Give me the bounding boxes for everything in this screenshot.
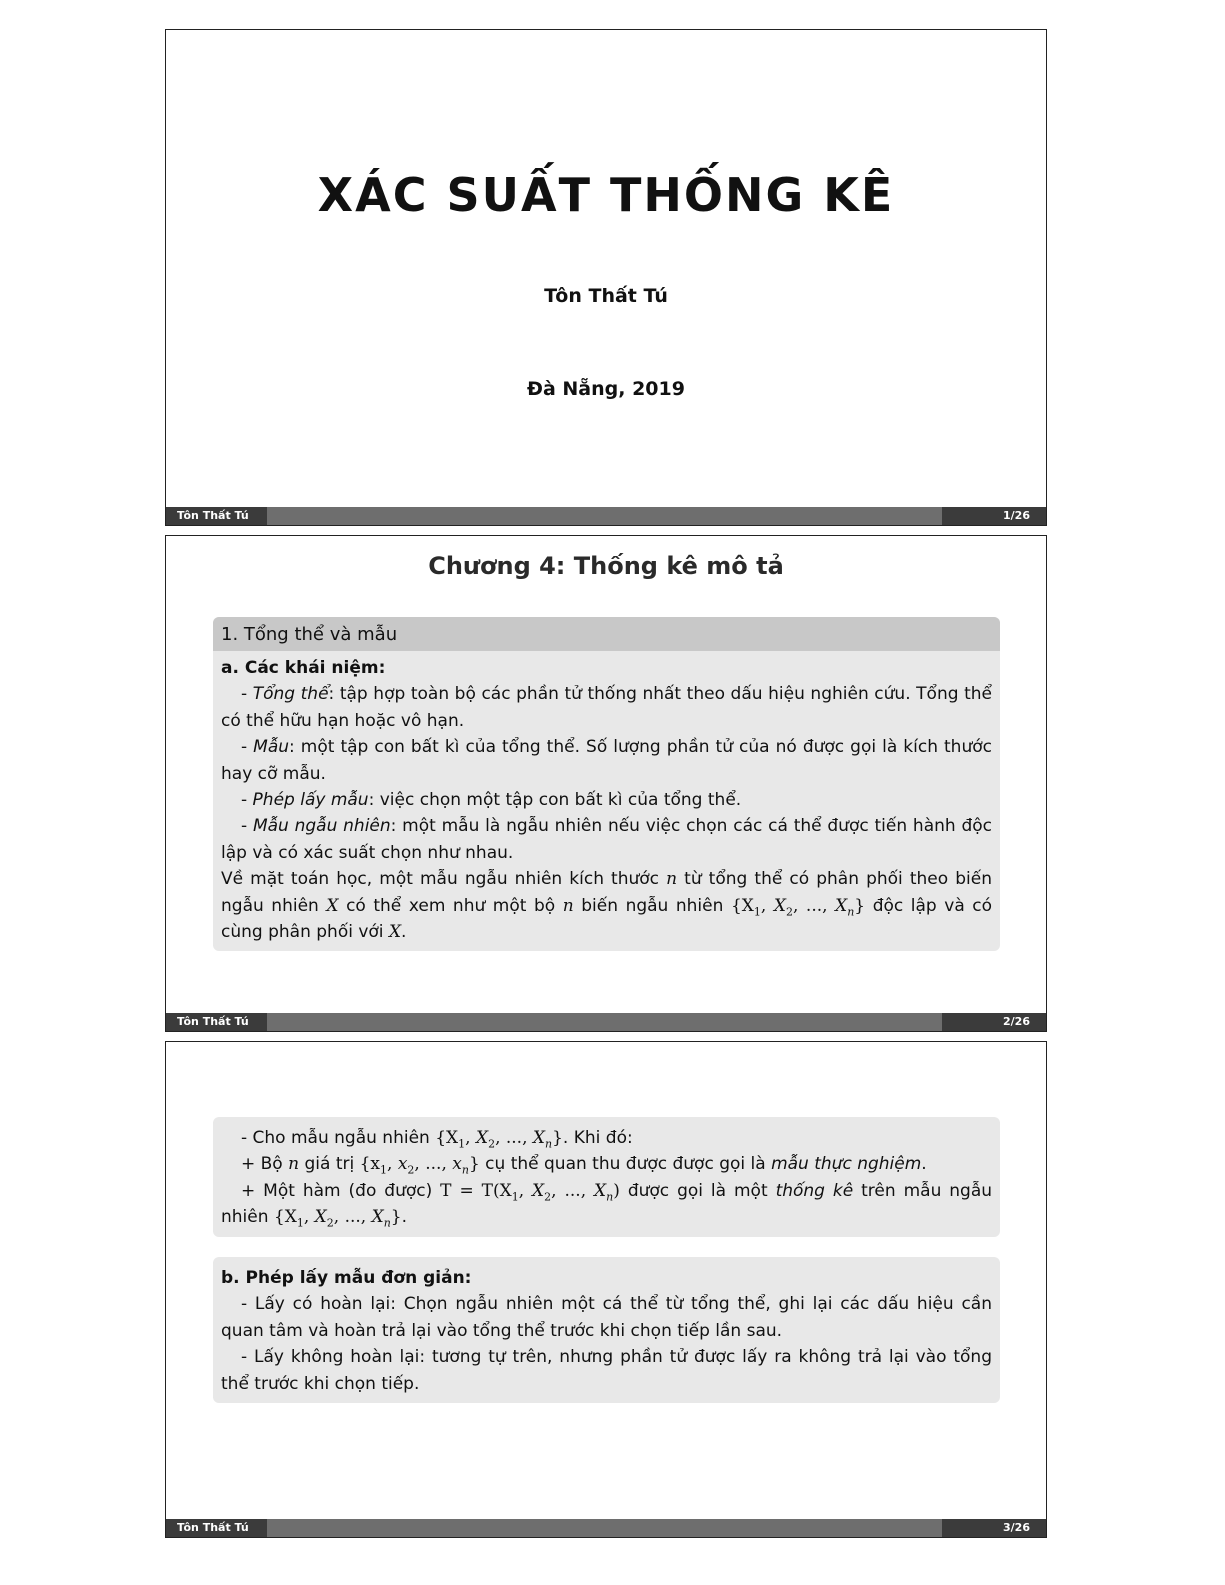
paragraph-math: Về mặt toán học, một mẫu ngẫu nhiên kích thước n từ tổng thể có phân phối theo biến ngẫu nhiên X có thể xem như một bộ n biến ngẫu nhiên {$X_1$, $X_2$, ..., $X_n$} độc lập và có cùng phân phối với X. [221,869,993,943]
block-subtitle: b. Phép lấy mẫu đơn giản: [221,1268,472,1288]
slide-author: Tôn Thất Tú [544,285,668,307]
paragraph-sample: - Mẫu: một tập con bất kì của tổng thể. Số lượng phần tử của nó được gọi là kích thước hay cỡ mẫu. [221,737,992,784]
line-random-sample: - Cho mẫu ngẫu nhiên {$X_1$, $X_2$, ..., $X_n$}. Khi đó: [241,1128,633,1151]
slide-1 [165,29,1047,526]
paragraph-random-sample: - Mẫu ngẫu nhiên: một mẫu là ngẫu nhiên nếu việc chọn các cá thể được tiến hành độc lập và có xác suất chọn như nhau. [221,816,992,863]
footer-page-number: 2/26 [942,1013,1046,1031]
line-observed-sample: + Bộ n giá trị {$x_1$, $x_2$, ..., $x_n$} cụ thể quan thu được được gọi là mẫu thực nghiệm. [241,1154,927,1177]
paragraph-with-replacement: - Lấy có hoàn lại: Chọn ngẫu nhiên một cá thể từ tổng thể, ghi lại các dấu hiệu cần quan tâm và hoàn trả lại vào tổng thể trước khi chọn tiếp lần sau. [221,1294,992,1341]
footer-bar [267,1013,942,1031]
block-title: 1. Tổng thể và mẫu [213,617,1000,651]
math-formula: $T = T(X_1$, $X_2$, ..., $X_n$) [440,1180,620,1204]
math-set: {$X_1$, $X_2$, ..., $X_n$} [273,1207,402,1230]
math-set: {$X_1$, $X_2$, ..., $X_n$} [435,1128,563,1151]
slide-footer [166,1013,1046,1031]
footer-bar [267,507,942,525]
term: Mẫu [253,737,290,758]
term: Tổng thể [252,684,329,705]
definition-block [213,617,1000,951]
term: mẫu thực nghiệm [771,1154,922,1175]
paragraph-sampling: - Phép lấy mẫu: việc chọn một tập con bất kì của tổng thể. [241,790,742,811]
slide-3 [165,1041,1047,1538]
math-set: {$x_1$, $x_2$, ..., $x_n$} [359,1154,480,1177]
block-body [213,1117,1000,1237]
sample-statistic-block [213,1117,1000,1237]
term: Mẫu ngẫu nhiên [252,816,391,837]
simple-sampling-block [213,1257,1000,1403]
footer-author: Tôn Thất Tú [166,1013,267,1031]
slide-2 [165,535,1047,1032]
footer-author: Tôn Thất Tú [166,1519,267,1537]
footer-bar [267,1519,942,1537]
block-body [213,651,1000,951]
slide-place-year: Đà Nẵng, 2019 [527,378,685,400]
paragraph-without-replacement: - Lấy không hoàn lại: tương tự trên, nhưng phần tử được lấy ra không trả lại vào tổng thể trước khi chọn tiếp. [221,1347,992,1394]
footer-author: Tôn Thất Tú [166,507,267,525]
line-statistic: + Một hàm (đo được) $T = T(X_1$, $X_2$, ..., $X_n$) được gọi là một thống kê trên mẫu ngẫu nhiên {$X_1$, $X_2$, ..., $X_n$}. [221,1180,993,1230]
block-body [213,1257,1000,1403]
slide-title: XÁC SUẤT THỐNG KÊ [317,168,895,222]
slide-footer [166,1519,1046,1537]
slide-footer [166,507,1046,525]
frame-title: Chương 4: Thống kê mô tả [428,552,784,580]
paragraph-population: - Tổng thể: tập hợp toàn bộ các phần tử thống nhất theo dấu hiệu nghiên cứu. Tổng thể có thể hữu hạn hoặc vô hạn. [221,684,992,731]
term: Phép lấy mẫu [252,790,369,811]
footer-page-number: 3/26 [942,1519,1046,1537]
footer-page-number: 1/26 [942,507,1046,525]
math-set: {$X_1$, $X_2$, ..., $X_n$} [730,895,866,919]
block-subtitle: a. Các khái niệm: [221,658,386,678]
term: thống kê [775,1180,854,1201]
